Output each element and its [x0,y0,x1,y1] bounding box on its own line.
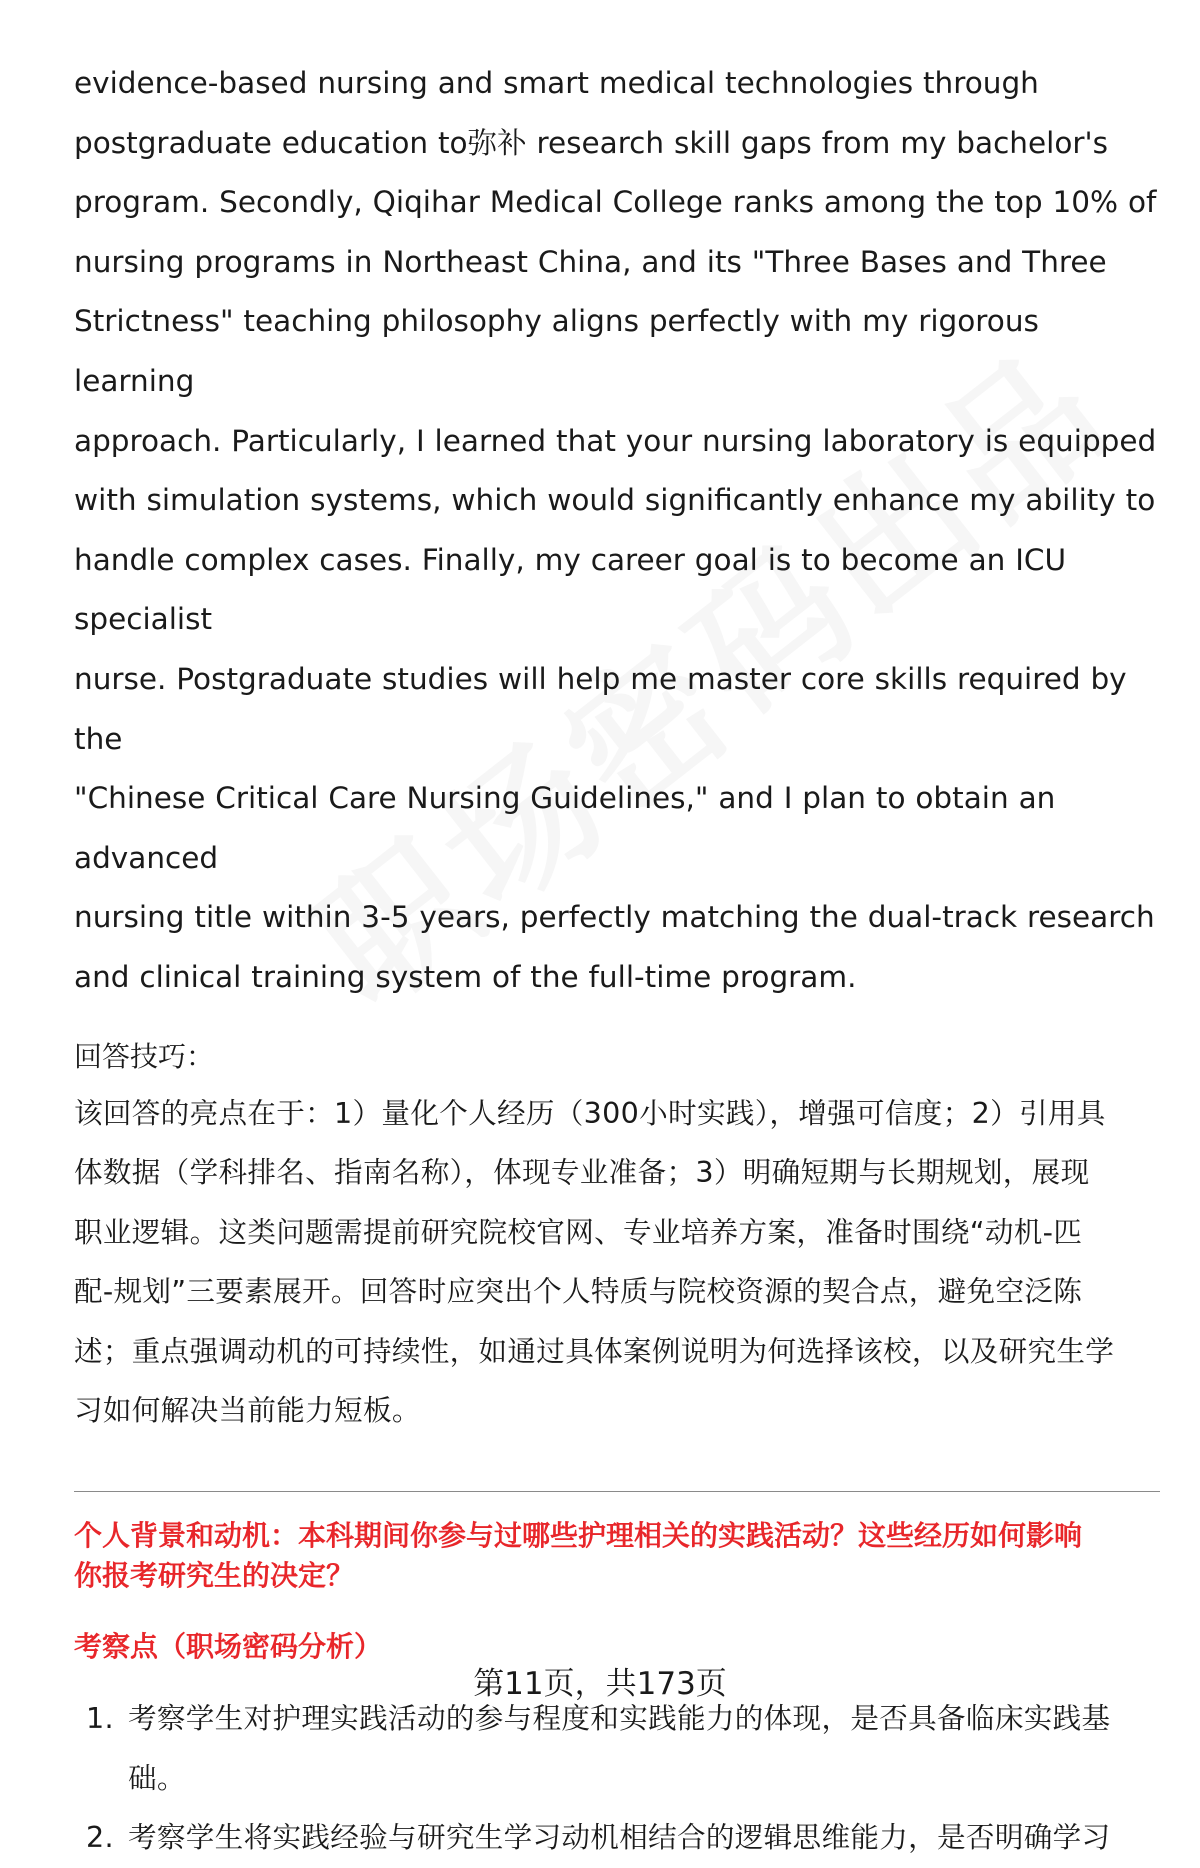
list-item [74,1808,1160,1868]
answer-line: nursing title within 3-5 years, perfectly matching the dual-track research [74,900,1155,935]
list-item-line: 考察学生将实践经验与研究生学习动机相结合的逻辑思维能力，是否明确学习 [128,1820,1111,1855]
page-content [74,54,1160,1868]
answer-paragraph [74,54,1160,1008]
answer-line: nurse. Postgraduate studies will help me master core skills required by the [74,661,1127,756]
answer-line: Strictness" teaching philosophy aligns perfectly with my rigorous learning [74,304,1039,398]
page-number: 第11页，共173页 [473,1666,727,1702]
answer-line: program. Secondly, Qiqihar Medical College ranks among the top 10% of [74,185,1157,220]
points-list [74,1689,1160,1868]
section-title: 考察点（职场密码分析） [74,1630,383,1664]
tips-line: 述；重点强调动机的可持续性，如通过具体案例说明为何选择该校，以及研究生学 [74,1333,1115,1368]
question-line: 你报考研究生的决定？ [74,1559,355,1593]
tips-line: 习如何解决当前能力短板。 [74,1393,421,1428]
answer-line: with simulation systems, which would significantly enhance my ability to [74,483,1156,518]
tips-line: 体数据（学科排名、指南名称），体现专业准备；3）明确短期与长期规划，展现 [74,1155,1090,1190]
section-divider [74,1491,1160,1492]
list-item-line: 础。 [128,1760,186,1795]
list-item-number: 1. [86,1701,114,1736]
list-item [74,1689,1160,1808]
tips-line: 配-规划”三要素展开。回答时应突出个人特质与院校资源的契合点，避免空泛陈 [74,1274,1083,1309]
tips-label: 回答技巧： [74,1039,215,1073]
list-item-line: 考察学生对护理实践活动的参与程度和实践能力的体现，是否具备临床实践基 [128,1701,1111,1736]
tips-body [74,1084,1160,1442]
answer-line: evidence-based nursing and smart medical technologies through [74,66,1039,100]
list-item-number: 2. [86,1820,114,1855]
tips-line: 职业逻辑。这类问题需提前研究院校官网、专业培养方案，准备时围绕“动机-匹 [74,1214,1083,1249]
answer-line: approach. Particularly, I learned that your nursing laboratory is equipped [74,423,1157,458]
question-heading [74,1516,1160,1596]
answer-line: postgraduate education to弥补 research skill gaps from my bachelor's [74,125,1108,160]
answer-line: handle complex cases. Finally, my career goal is to become an ICU specialist [74,542,1067,637]
question-line: 个人背景和动机：本科期间你参与过哪些护理相关的实践活动？这些经历如何影响 [74,1519,1083,1553]
answer-line: and clinical training system of the full-time program. [74,959,857,994]
answer-line: nursing programs in Northeast China, and its "Three Bases and Three [74,244,1107,279]
tips-line: 该回答的亮点在于：1）量化个人经历（300小时实践），增强可信度；2）引用具 [74,1095,1106,1130]
answer-line: "Chinese Critical Care Nursing Guidelines," and I plan to obtain an advanced [74,781,1056,875]
